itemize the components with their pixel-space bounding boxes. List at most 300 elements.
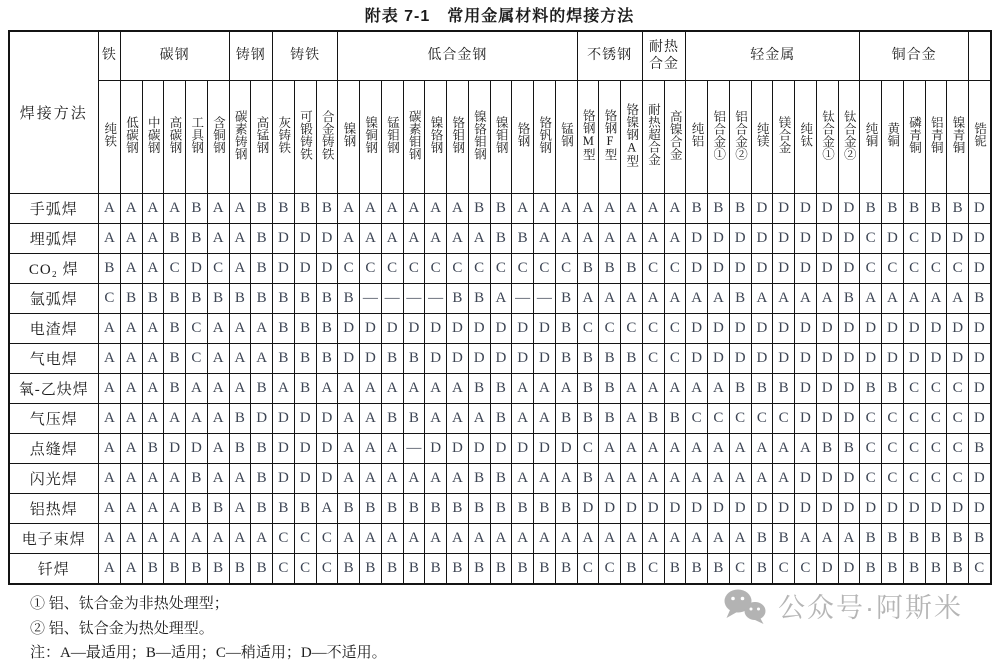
cell-12-17: B (468, 554, 490, 585)
cell-4-39: D (947, 314, 969, 344)
cell-8-19: D (512, 434, 534, 464)
cell-4-34: D (838, 314, 860, 344)
cell-10-0: A (99, 494, 121, 524)
table-row (9, 374, 991, 404)
cell-9-40: D (969, 464, 991, 494)
cell-9-6: A (229, 464, 251, 494)
col-header-text: 铬钢 (516, 122, 530, 147)
cell-6-15: A (425, 374, 447, 404)
cell-2-24: B (621, 254, 643, 284)
cell-10-37: D (903, 494, 925, 524)
col-header-text: 铬钼钢 (450, 115, 465, 154)
col-group-3: 铸铁 (273, 31, 338, 81)
cell-10-31: D (773, 494, 795, 524)
cell-12-1: A (120, 554, 142, 585)
cell-2-8: D (273, 254, 295, 284)
col-header-text: 铬镍钢A型 (624, 102, 639, 167)
cell-1-21: A (555, 224, 577, 254)
cell-3-40: B (969, 284, 991, 314)
cell-7-11: A (338, 404, 360, 434)
table-row (9, 314, 991, 344)
cell-8-8: D (273, 434, 295, 464)
cell-4-25: C (642, 314, 664, 344)
cell-4-21: B (555, 314, 577, 344)
cell-0-0: A (99, 194, 121, 224)
col-header-15 (425, 81, 447, 194)
cell-1-7: B (251, 224, 273, 254)
cell-2-17: C (468, 254, 490, 284)
cell-11-21: A (555, 524, 577, 554)
col-header-text: 镍铬钢 (429, 115, 443, 154)
cell-12-24: B (621, 554, 643, 585)
cell-7-14: B (403, 404, 425, 434)
cell-4-7: A (251, 314, 273, 344)
cell-9-14: A (403, 464, 425, 494)
cell-6-2: A (142, 374, 164, 404)
footnote-1: ① 铝、钛合金为非热处理型； (30, 596, 229, 612)
cell-1-34: D (838, 224, 860, 254)
col-header-33 (816, 81, 838, 194)
cell-2-20: C (534, 254, 556, 284)
cell-5-13: B (381, 344, 403, 374)
cell-11-25: A (642, 524, 664, 554)
cell-2-28: D (708, 254, 730, 284)
cell-2-21: C (555, 254, 577, 284)
col-header-text: 中碳钢 (146, 115, 161, 154)
cell-0-20: A (534, 194, 556, 224)
row-label-12: 钎焊 (9, 554, 99, 585)
cell-10-25: D (642, 494, 664, 524)
cell-7-30: C (751, 404, 773, 434)
cell-5-26: C (664, 344, 686, 374)
cell-7-22: B (577, 404, 599, 434)
cell-2-22: B (577, 254, 599, 284)
cell-9-10: D (316, 464, 338, 494)
cell-8-5: A (207, 434, 229, 464)
cell-12-22: C (577, 554, 599, 585)
cell-9-15: A (425, 464, 447, 494)
col-header-3 (164, 81, 186, 194)
cell-7-31: C (773, 404, 795, 434)
cell-1-4: B (186, 224, 208, 254)
cell-2-39: C (947, 254, 969, 284)
col-header-text: 纯钛 (798, 122, 813, 147)
row-label-8: 点缝焊 (9, 434, 99, 464)
cell-3-39: A (947, 284, 969, 314)
cell-5-35: D (860, 344, 882, 374)
col-header-text: 磷青铜 (907, 115, 922, 154)
cell-6-39: C (947, 374, 969, 404)
cell-3-14: — (403, 284, 425, 314)
cell-2-19: C (512, 254, 534, 284)
cell-8-3: D (164, 434, 186, 464)
cell-12-0: A (99, 554, 121, 585)
cell-2-26: C (664, 254, 686, 284)
cell-8-10: D (316, 434, 338, 464)
cell-7-39: C (947, 404, 969, 434)
col-header-text: 镍青铜 (951, 115, 965, 154)
col-header-32 (795, 81, 817, 194)
cell-10-40: D (969, 494, 991, 524)
cell-11-3: A (164, 524, 186, 554)
cell-3-26: A (664, 284, 686, 314)
cell-7-27: C (686, 404, 708, 434)
col-header-text: 工具钢 (189, 115, 204, 154)
cell-3-17: B (468, 284, 490, 314)
cell-11-36: B (882, 524, 904, 554)
col-header-text: 铝合金② (733, 109, 748, 160)
cell-3-36: A (882, 284, 904, 314)
cell-6-1: A (120, 374, 142, 404)
cell-1-32: D (795, 224, 817, 254)
cell-12-36: B (882, 554, 904, 585)
cell-9-22: B (577, 464, 599, 494)
table-row (9, 284, 991, 314)
cell-7-33: D (816, 404, 838, 434)
row-label-11: 电子束焊 (9, 524, 99, 554)
cell-2-30: D (751, 254, 773, 284)
cell-10-38: D (925, 494, 947, 524)
cell-4-14: D (403, 314, 425, 344)
col-header-39 (947, 81, 969, 194)
cell-1-20: A (534, 224, 556, 254)
cell-7-34: D (838, 404, 860, 434)
col-header-26 (664, 81, 686, 194)
cell-2-15: C (425, 254, 447, 284)
cell-1-13: A (381, 224, 403, 254)
cell-5-33: D (816, 344, 838, 374)
cell-7-38: C (925, 404, 947, 434)
cell-8-11: A (338, 434, 360, 464)
cell-12-31: C (773, 554, 795, 585)
cell-4-8: B (273, 314, 295, 344)
cell-1-39: D (947, 224, 969, 254)
col-header-36 (882, 81, 904, 194)
cell-0-29: B (729, 194, 751, 224)
cell-9-19: A (512, 464, 534, 494)
col-header-29 (729, 81, 751, 194)
cell-1-35: C (860, 224, 882, 254)
cell-6-10: A (316, 374, 338, 404)
cell-0-11: A (338, 194, 360, 224)
col-header-2 (142, 81, 164, 194)
cell-5-34: D (838, 344, 860, 374)
cell-11-1: A (120, 524, 142, 554)
cell-0-37: B (903, 194, 925, 224)
table-row (9, 254, 991, 284)
col-header-6 (229, 81, 251, 194)
cell-9-25: A (642, 464, 664, 494)
cell-9-32: D (795, 464, 817, 494)
cell-6-12: A (360, 374, 382, 404)
cell-7-1: A (120, 404, 142, 434)
col-header-text: 钛合金① (820, 109, 835, 160)
cell-1-30: D (751, 224, 773, 254)
col-header-text: 纯铝 (690, 122, 704, 147)
cell-4-15: D (425, 314, 447, 344)
cell-2-35: C (860, 254, 882, 284)
cell-5-2: A (142, 344, 164, 374)
col-header-13 (381, 81, 403, 194)
cell-0-24: A (621, 194, 643, 224)
cell-12-6: B (229, 554, 251, 585)
row-label-4: 电渣焊 (9, 314, 99, 344)
cell-11-35: B (860, 524, 882, 554)
cell-2-37: C (903, 254, 925, 284)
col-header-text: 钛合金② (842, 109, 857, 160)
cell-10-20: B (534, 494, 556, 524)
col-header-27 (686, 81, 708, 194)
col-header-0 (99, 81, 121, 194)
col-header-text: 铬钢F型 (603, 108, 617, 161)
cell-1-18: B (490, 224, 512, 254)
cell-3-21: B (555, 284, 577, 314)
cell-5-9: B (294, 344, 316, 374)
cell-12-9: C (294, 554, 316, 585)
cell-1-17: A (468, 224, 490, 254)
cell-0-14: A (403, 194, 425, 224)
cell-10-34: D (838, 494, 860, 524)
cell-7-9: D (294, 404, 316, 434)
cell-12-38: B (925, 554, 947, 585)
cell-10-8: B (273, 494, 295, 524)
cell-11-5: A (207, 524, 229, 554)
cell-11-24: A (621, 524, 643, 554)
cell-3-37: A (903, 284, 925, 314)
cell-11-11: A (338, 524, 360, 554)
cell-2-25: C (642, 254, 664, 284)
cell-5-3: B (164, 344, 186, 374)
cell-5-21: B (555, 344, 577, 374)
cell-6-29: B (729, 374, 751, 404)
cell-3-12: — (360, 284, 382, 314)
cell-11-8: C (273, 524, 295, 554)
cell-7-15: A (425, 404, 447, 434)
cell-10-29: D (729, 494, 751, 524)
table-row (9, 524, 991, 554)
cell-9-2: A (142, 464, 164, 494)
cell-8-30: A (751, 434, 773, 464)
welding-table (8, 30, 992, 585)
cell-5-20: D (534, 344, 556, 374)
col-header-19 (512, 81, 534, 194)
cell-2-7: B (251, 254, 273, 284)
cell-7-3: A (164, 404, 186, 434)
cell-0-28: B (708, 194, 730, 224)
cell-0-30: D (751, 194, 773, 224)
cell-12-4: B (186, 554, 208, 585)
cell-5-12: D (360, 344, 382, 374)
cell-2-0: B (99, 254, 121, 284)
cell-10-24: D (621, 494, 643, 524)
cell-8-4: D (186, 434, 208, 464)
cell-1-8: D (273, 224, 295, 254)
cell-12-23: C (599, 554, 621, 585)
cell-5-15: D (425, 344, 447, 374)
footnote-legend: 注：A—最适用；B—适用；C—稍适用；D—不适用。 (30, 645, 387, 661)
cell-4-27: D (686, 314, 708, 344)
cell-1-33: D (816, 224, 838, 254)
cell-8-0: A (99, 434, 121, 464)
cell-5-32: D (795, 344, 817, 374)
cell-8-7: B (251, 434, 273, 464)
cell-9-9: D (294, 464, 316, 494)
cell-8-37: C (903, 434, 925, 464)
cell-6-23: B (599, 374, 621, 404)
cell-8-1: A (120, 434, 142, 464)
cell-7-29: C (729, 404, 751, 434)
cell-8-32: A (795, 434, 817, 464)
cell-12-26: B (664, 554, 686, 585)
cell-2-13: C (381, 254, 403, 284)
col-header-text: 高碳钢 (168, 115, 182, 154)
cell-5-7: A (251, 344, 273, 374)
cell-12-15: B (425, 554, 447, 585)
cell-12-35: B (860, 554, 882, 585)
row-label-10: 铝热焊 (9, 494, 99, 524)
cell-1-3: B (164, 224, 186, 254)
cell-6-3: B (164, 374, 186, 404)
cell-7-37: C (903, 404, 925, 434)
cell-12-3: B (164, 554, 186, 585)
cell-12-28: B (708, 554, 730, 585)
cell-5-16: D (447, 344, 469, 374)
cell-7-28: C (708, 404, 730, 434)
cell-5-11: D (338, 344, 360, 374)
cell-10-7: B (251, 494, 273, 524)
cell-9-29: A (729, 464, 751, 494)
cell-9-33: D (816, 464, 838, 494)
cell-5-4: C (186, 344, 208, 374)
cell-10-19: B (512, 494, 534, 524)
cell-4-16: D (447, 314, 469, 344)
wechat-icon (722, 588, 768, 624)
cell-6-6: A (229, 374, 251, 404)
col-header-text: 合金铸铁 (320, 109, 335, 160)
cell-4-26: C (664, 314, 686, 344)
cell-11-38: B (925, 524, 947, 554)
cell-8-38: C (925, 434, 947, 464)
row-label-3: 氩弧焊 (9, 284, 99, 314)
cell-8-28: A (708, 434, 730, 464)
col-header-20 (534, 81, 556, 194)
cell-2-10: D (316, 254, 338, 284)
cell-10-18: B (490, 494, 512, 524)
cell-6-32: D (795, 374, 817, 404)
cell-12-20: B (534, 554, 556, 585)
cell-12-30: B (751, 554, 773, 585)
cell-3-13: — (381, 284, 403, 314)
row-label-7: 气压焊 (9, 404, 99, 434)
col-header-14 (403, 81, 425, 194)
cell-11-13: A (381, 524, 403, 554)
cell-4-30: D (751, 314, 773, 344)
row-label-9: 闪光焊 (9, 464, 99, 494)
cell-12-27: B (686, 554, 708, 585)
col-group-5: 不锈钢 (577, 31, 642, 81)
cell-6-21: A (555, 374, 577, 404)
cell-8-6: B (229, 434, 251, 464)
col-header-text: 耐热超合金 (646, 103, 661, 166)
cell-5-6: A (229, 344, 251, 374)
col-header-11 (338, 81, 360, 194)
cell-8-25: A (642, 434, 664, 464)
cell-0-22: A (577, 194, 599, 224)
cell-8-21: D (555, 434, 577, 464)
cell-11-28: A (708, 524, 730, 554)
cell-8-16: D (447, 434, 469, 464)
cell-9-30: A (751, 464, 773, 494)
cell-3-15: — (425, 284, 447, 314)
col-header-17 (468, 81, 490, 194)
col-header-4 (186, 81, 208, 194)
cell-3-31: A (773, 284, 795, 314)
cell-9-11: A (338, 464, 360, 494)
row-label-1: 埋弧焊 (9, 224, 99, 254)
cell-5-25: C (642, 344, 664, 374)
cell-12-2: B (142, 554, 164, 585)
col-header-text: 镍铬钼钢 (472, 109, 487, 160)
cell-3-0: C (99, 284, 121, 314)
cell-11-18: A (490, 524, 512, 554)
cell-8-35: C (860, 434, 882, 464)
cell-10-14: B (403, 494, 425, 524)
cell-8-36: C (882, 434, 904, 464)
cell-2-12: C (360, 254, 382, 284)
cell-0-8: B (273, 194, 295, 224)
cell-3-9: B (294, 284, 316, 314)
col-header-text: 锰钼钢 (385, 115, 400, 154)
cell-10-2: A (142, 494, 164, 524)
cell-0-2: A (142, 194, 164, 224)
col-header-8 (273, 81, 295, 194)
cell-12-12: B (360, 554, 382, 585)
cell-6-40: D (969, 374, 991, 404)
cell-2-14: C (403, 254, 425, 284)
cell-4-23: C (599, 314, 621, 344)
cell-4-40: D (969, 314, 991, 344)
col-header-text: 镁合金 (777, 115, 791, 154)
col-header-34 (838, 81, 860, 194)
cell-12-29: C (729, 554, 751, 585)
cell-6-37: C (903, 374, 925, 404)
cell-6-30: B (751, 374, 773, 404)
col-header-text: 铬钒钢 (537, 115, 552, 154)
cell-7-25: B (642, 404, 664, 434)
cell-1-6: A (229, 224, 251, 254)
cell-9-8: D (273, 464, 295, 494)
cell-7-0: A (99, 404, 121, 434)
cell-6-5: A (207, 374, 229, 404)
cell-4-19: D (512, 314, 534, 344)
cell-9-35: C (860, 464, 882, 494)
cell-10-5: B (207, 494, 229, 524)
col-header-35 (860, 81, 882, 194)
cell-0-9: B (294, 194, 316, 224)
cell-7-16: A (447, 404, 469, 434)
cell-7-6: B (229, 404, 251, 434)
col-group-2: 铸钢 (229, 31, 273, 81)
cell-1-1: A (120, 224, 142, 254)
cell-6-35: B (860, 374, 882, 404)
col-header-text: 灰铸铁 (276, 115, 291, 154)
cell-3-27: A (686, 284, 708, 314)
cell-2-3: C (164, 254, 186, 284)
cell-6-13: A (381, 374, 403, 404)
cell-12-37: B (903, 554, 925, 585)
cell-12-13: B (381, 554, 403, 585)
cell-10-6: A (229, 494, 251, 524)
